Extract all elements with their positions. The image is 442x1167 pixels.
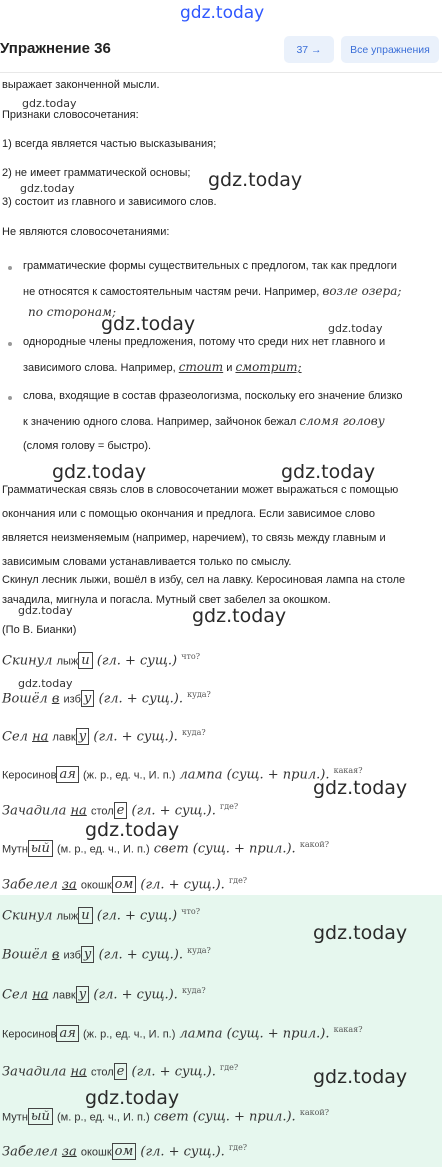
header-divider — [0, 72, 442, 73]
bullet-text: зависимого слова. Например, стоит и смотрит; — [23, 360, 302, 374]
bullet-text: грамматические формы существительных с предлогом, так как предлоги — [23, 260, 397, 272]
scheme-line: Керосинов ая (ж. р., ед. ч., И. п.) лампа (сущ. + прил.). $^{какая?}$ — [2, 1025, 363, 1042]
bullet-dot — [8, 266, 12, 270]
text-line: зачадила, мигнула и погасла. Мутный свет забелел за окошком. — [2, 594, 331, 606]
watermark: gdz.today — [52, 461, 147, 483]
scheme-line: Зачадила на стол е (гл. + сущ.). $^{где?}$ — [2, 1063, 239, 1080]
watermark: gdz.today — [313, 922, 408, 944]
watermark: gdz.today — [313, 1066, 408, 1088]
text-line: 1) всегда является частью высказывания; — [2, 138, 217, 150]
watermark: gdz.today — [313, 777, 408, 799]
bullet-text: однородные члены предложения, потому что среди них нет главного и — [23, 336, 386, 348]
bullet-text: не относятся к самостоятельным частям речи. Например, возле озера; — [23, 284, 402, 298]
watermark: gdz.today — [20, 182, 75, 195]
watermark: gdz.today — [18, 604, 73, 617]
text-line: Признаки словосочетания: — [2, 109, 139, 121]
watermark-top: gdz.today — [180, 3, 265, 23]
handwritten-example: по сторонам; — [28, 305, 117, 319]
watermark: gdz.today — [281, 461, 376, 483]
text-line: зависимым словами устанавливается только по смыслу. — [2, 556, 292, 568]
bullet-dot — [8, 396, 12, 400]
watermark: gdz.today — [18, 677, 73, 690]
scheme-line: Мутн ый (м. р., ед. ч., И. п.) свет (сущ. + прил.). $^{какой?}$ — [2, 840, 330, 857]
bullet-text: к значению одного слова. Например, зайчонок бежал сломя голову — [23, 414, 385, 428]
scheme-line: Мутн ый (м. р., ед. ч., И. п.) свет (сущ. + прил.). $^{какой?}$ — [2, 1108, 330, 1125]
text-line: окончания или с помощью окончания и предлога. Если зависимое слово — [2, 508, 376, 520]
text-line: 2) не имеет грамматической основы; — [2, 167, 191, 179]
exercise-header — [0, 28, 442, 72]
watermark: gdz.today — [192, 605, 287, 627]
text-line: (По В. Бианки) — [2, 624, 77, 636]
text-line: Грамматическая связь слов в словосочетании может выражаться с помощью — [2, 484, 399, 496]
scheme-line: Скинул лыж и (гл. + сущ.) $^{что?}$ — [2, 652, 201, 669]
text-line: Скинул лесник лыжи, вошёл в избу, сел на лавку. Керосиновая лампа на столе — [2, 574, 406, 586]
bullet-dot — [8, 342, 12, 346]
watermark: gdz.today — [101, 313, 196, 335]
scheme-line: Вошёл в изб у (гл. + сущ.). $^{куда?}$ — [2, 946, 211, 963]
text-line: выражает законченной мысли. — [2, 79, 160, 91]
scheme-line: Зачадила на стол е (гл. + сущ.). $^{где?}$ — [2, 802, 239, 819]
scheme-line: Забелел за окошк ом (гл. + сущ.). $^{где?}$ — [2, 876, 248, 893]
bullet-text: (сломя голову = быстро). — [23, 440, 152, 452]
watermark: gdz.today — [208, 169, 303, 191]
text-line: является неизменяемым (например, наречием), то связь между главным и — [2, 532, 386, 544]
scheme-line: Забелел за окошк ом (гл. + сущ.). $^{где?}$ — [2, 1143, 248, 1160]
page-title: Упражнение 36 — [0, 40, 111, 57]
scheme-line: Сел на лавк у (гл. + сущ.). $^{куда?}$ — [2, 986, 206, 1003]
watermark: gdz.today — [85, 819, 180, 841]
text-line: 3) состоит из главного и зависимого слов. — [2, 196, 217, 208]
scheme-line: Керосинов ая (ж. р., ед. ч., И. п.) лампа (сущ. + прил.). $^{какая?}$ — [2, 766, 363, 783]
watermark: gdz.today — [85, 1087, 180, 1109]
watermark: gdz.today — [22, 97, 77, 110]
bullet-text: слова, входящие в состав фразеологизма, поскольку его значение близко — [23, 390, 403, 402]
all-exercises-button[interactable]: Все упражнения — [341, 36, 439, 63]
scheme-line: Сел на лавк у (гл. + сущ.). $^{куда?}$ — [2, 728, 206, 745]
scheme-line: Скинул лыж и (гл. + сущ.) $^{что?}$ — [2, 907, 201, 924]
text-line: Не являются словосочетаниями: — [2, 226, 170, 238]
scheme-line: Вошёл в изб у (гл. + сущ.). $^{куда?}$ — [2, 690, 211, 707]
watermark: gdz.today — [328, 322, 383, 335]
next-exercise-button[interactable]: 37 → — [284, 36, 334, 63]
